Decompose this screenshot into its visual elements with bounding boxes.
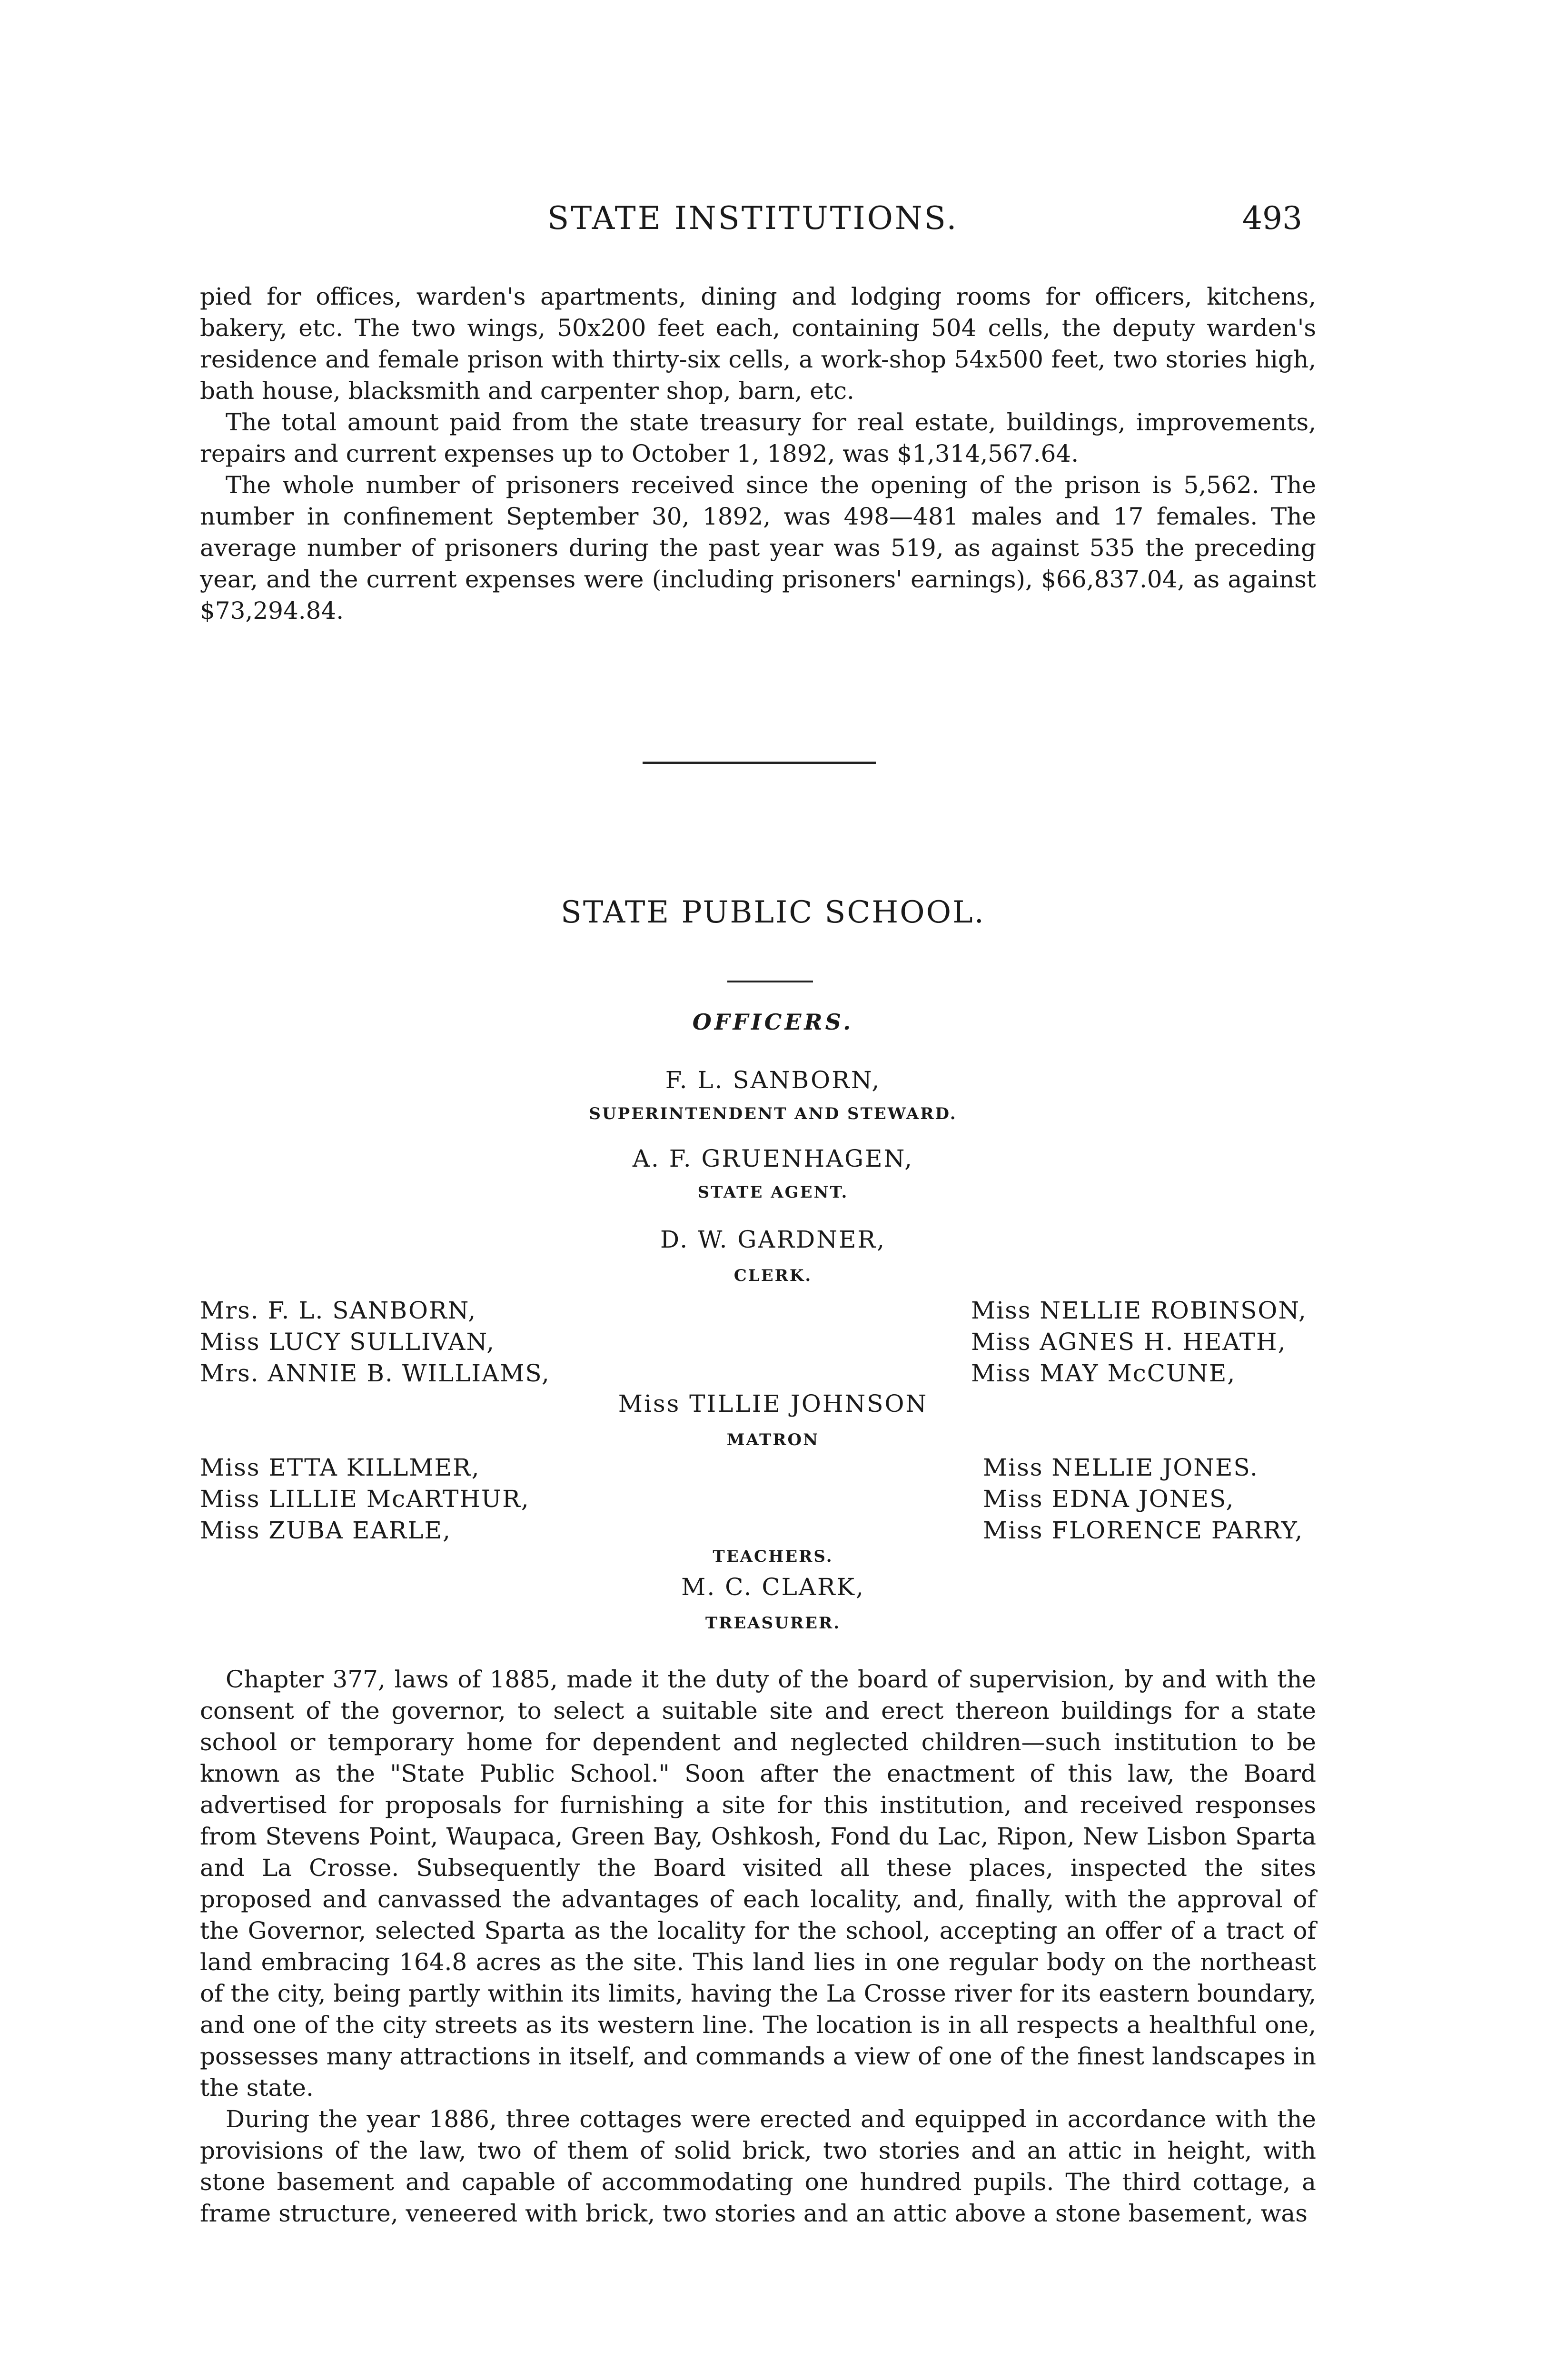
- paragraph: Chapter 377, laws of 1885, made it the duty of the board of supervision, by and with the consent of the governor, to select a suitable site and erect thereon buildings for a state school or temporary home for dependent and neglected children—such institution to be known as the "State Public School." Soon after the enactment of this law, the Board advertised for proposals for furnishing a site for this institution, and received responses from Stevens Point, Waupaca, Green Bay, Oshkosh, Fond du Lac, Ripon, New Lisbon Sparta and La Crosse. Subsequently the Board visited all these places, inspected the sites proposed and canvassed the advantages of each locality, and, finally, with the approval of the Governor, selected Sparta as the locality for the school, accepting an offer of a tract of land embracing 164.8 acres as the site. This land lies in one regular body on the northeast of the city, being partly within its limits, having the La Crosse river for its eastern boundary, and one of the city streets as its western line. The location is in all respects a healthful one, possesses many attractions in itself, and commands a view of one of the finest landscapes in the state.: [200, 1666, 1316, 2102]
- officer-name: A. F. GRUENHAGEN,: [632, 1145, 914, 1172]
- staff-name: Miss ZUBA EARLE,: [200, 1517, 451, 1544]
- officer-name: F. L. SANBORN,: [665, 1066, 881, 1094]
- staff-name: Miss NELLIE ROBINSON,: [971, 1297, 1307, 1324]
- teachers-label: TEACHERS.: [713, 1547, 833, 1566]
- staff-name: Miss EDNA JONES,: [983, 1485, 1235, 1513]
- school-text: [200, 1664, 1316, 2229]
- staff-name: Miss LILLIE McARTHUR,: [200, 1485, 530, 1513]
- paragraph: During the year 1886, three cottages were erected and equipped in accordance with the provisions of the law, two of them of solid brick, two stories and an attic in height, with stone basement and capable of accommodating one hundred pupils. The third cottage, a frame structure, veneered with brick, two stories and an attic above a stone basement, was: [200, 2105, 1316, 2227]
- title-rule: [727, 981, 813, 982]
- staff-list-right-2: [983, 1452, 1303, 1546]
- matron-name: Miss TILLIE JOHNSON: [618, 1390, 928, 1418]
- prison-text: [200, 281, 1316, 626]
- running-title: STATE INSTITUTIONS.: [547, 200, 959, 237]
- officers-heading: OFFICERS.: [692, 1009, 854, 1035]
- running-head: [0, 200, 1546, 252]
- paragraph: The total amount paid from the state treasury for real estate, buildings, improvements, repairs and current expenses up to October 1, 1892, was $1,314,567.64.: [200, 408, 1316, 467]
- treasurer-name: M. C. CLARK,: [681, 1573, 865, 1601]
- section-title: STATE PUBLIC SCHOOL.: [561, 895, 985, 930]
- page-number: 493: [1242, 200, 1302, 237]
- staff-name: Mrs. F. L. SANBORN,: [200, 1297, 477, 1324]
- staff-name: Miss AGNES H. HEATH,: [971, 1328, 1287, 1356]
- staff-name: Miss LUCY SULLIVAN,: [200, 1328, 495, 1356]
- officer-role: CLERK.: [733, 1266, 813, 1285]
- staff-name: Mrs. ANNIE B. WILLIAMS,: [200, 1359, 550, 1387]
- officer-role: STATE AGENT.: [697, 1183, 849, 1202]
- matron-role: MATRON: [726, 1430, 820, 1449]
- officer-name: D. W. GARDNER,: [660, 1226, 886, 1253]
- paragraph: pied for offices, warden's apartments, dining and lodging rooms for officers, kitchens, bakery, etc. The two wings, 50x200 feet each, containing 504 cells, the deputy warden's residence and female prison with thirty-six cells, a work-shop 54x500 feet, two stories high, bath house, blacksmith and carpenter shop, barn, etc.: [200, 283, 1316, 405]
- officer-role: SUPERINTENDENT AND STEWARD.: [589, 1104, 957, 1123]
- staff-list-right-1: [971, 1295, 1307, 1389]
- treasurer-role: TREASURER.: [705, 1614, 841, 1633]
- staff-name: Miss NELLIE JONES.: [983, 1454, 1259, 1481]
- staff-list-left-2: [200, 1452, 530, 1546]
- section-divider: [643, 762, 876, 764]
- staff-name: Miss FLORENCE PARRY,: [983, 1517, 1304, 1544]
- staff-name: Miss MAY McCUNE,: [971, 1359, 1236, 1387]
- paragraph: The whole number of prisoners received since the opening of the prison is 5,562. The number in confinement September 30, 1892, was 498—481 males and 17 females. The average number of prisoners during the past year was 519, as against 535 the preceding year, and the current expenses were (including prisoners' earnings), $66,837.04, as against $73,294.84.: [200, 471, 1316, 625]
- staff-list-left-1: [200, 1295, 550, 1389]
- staff-name: Miss ETTA KILLMER,: [200, 1454, 480, 1481]
